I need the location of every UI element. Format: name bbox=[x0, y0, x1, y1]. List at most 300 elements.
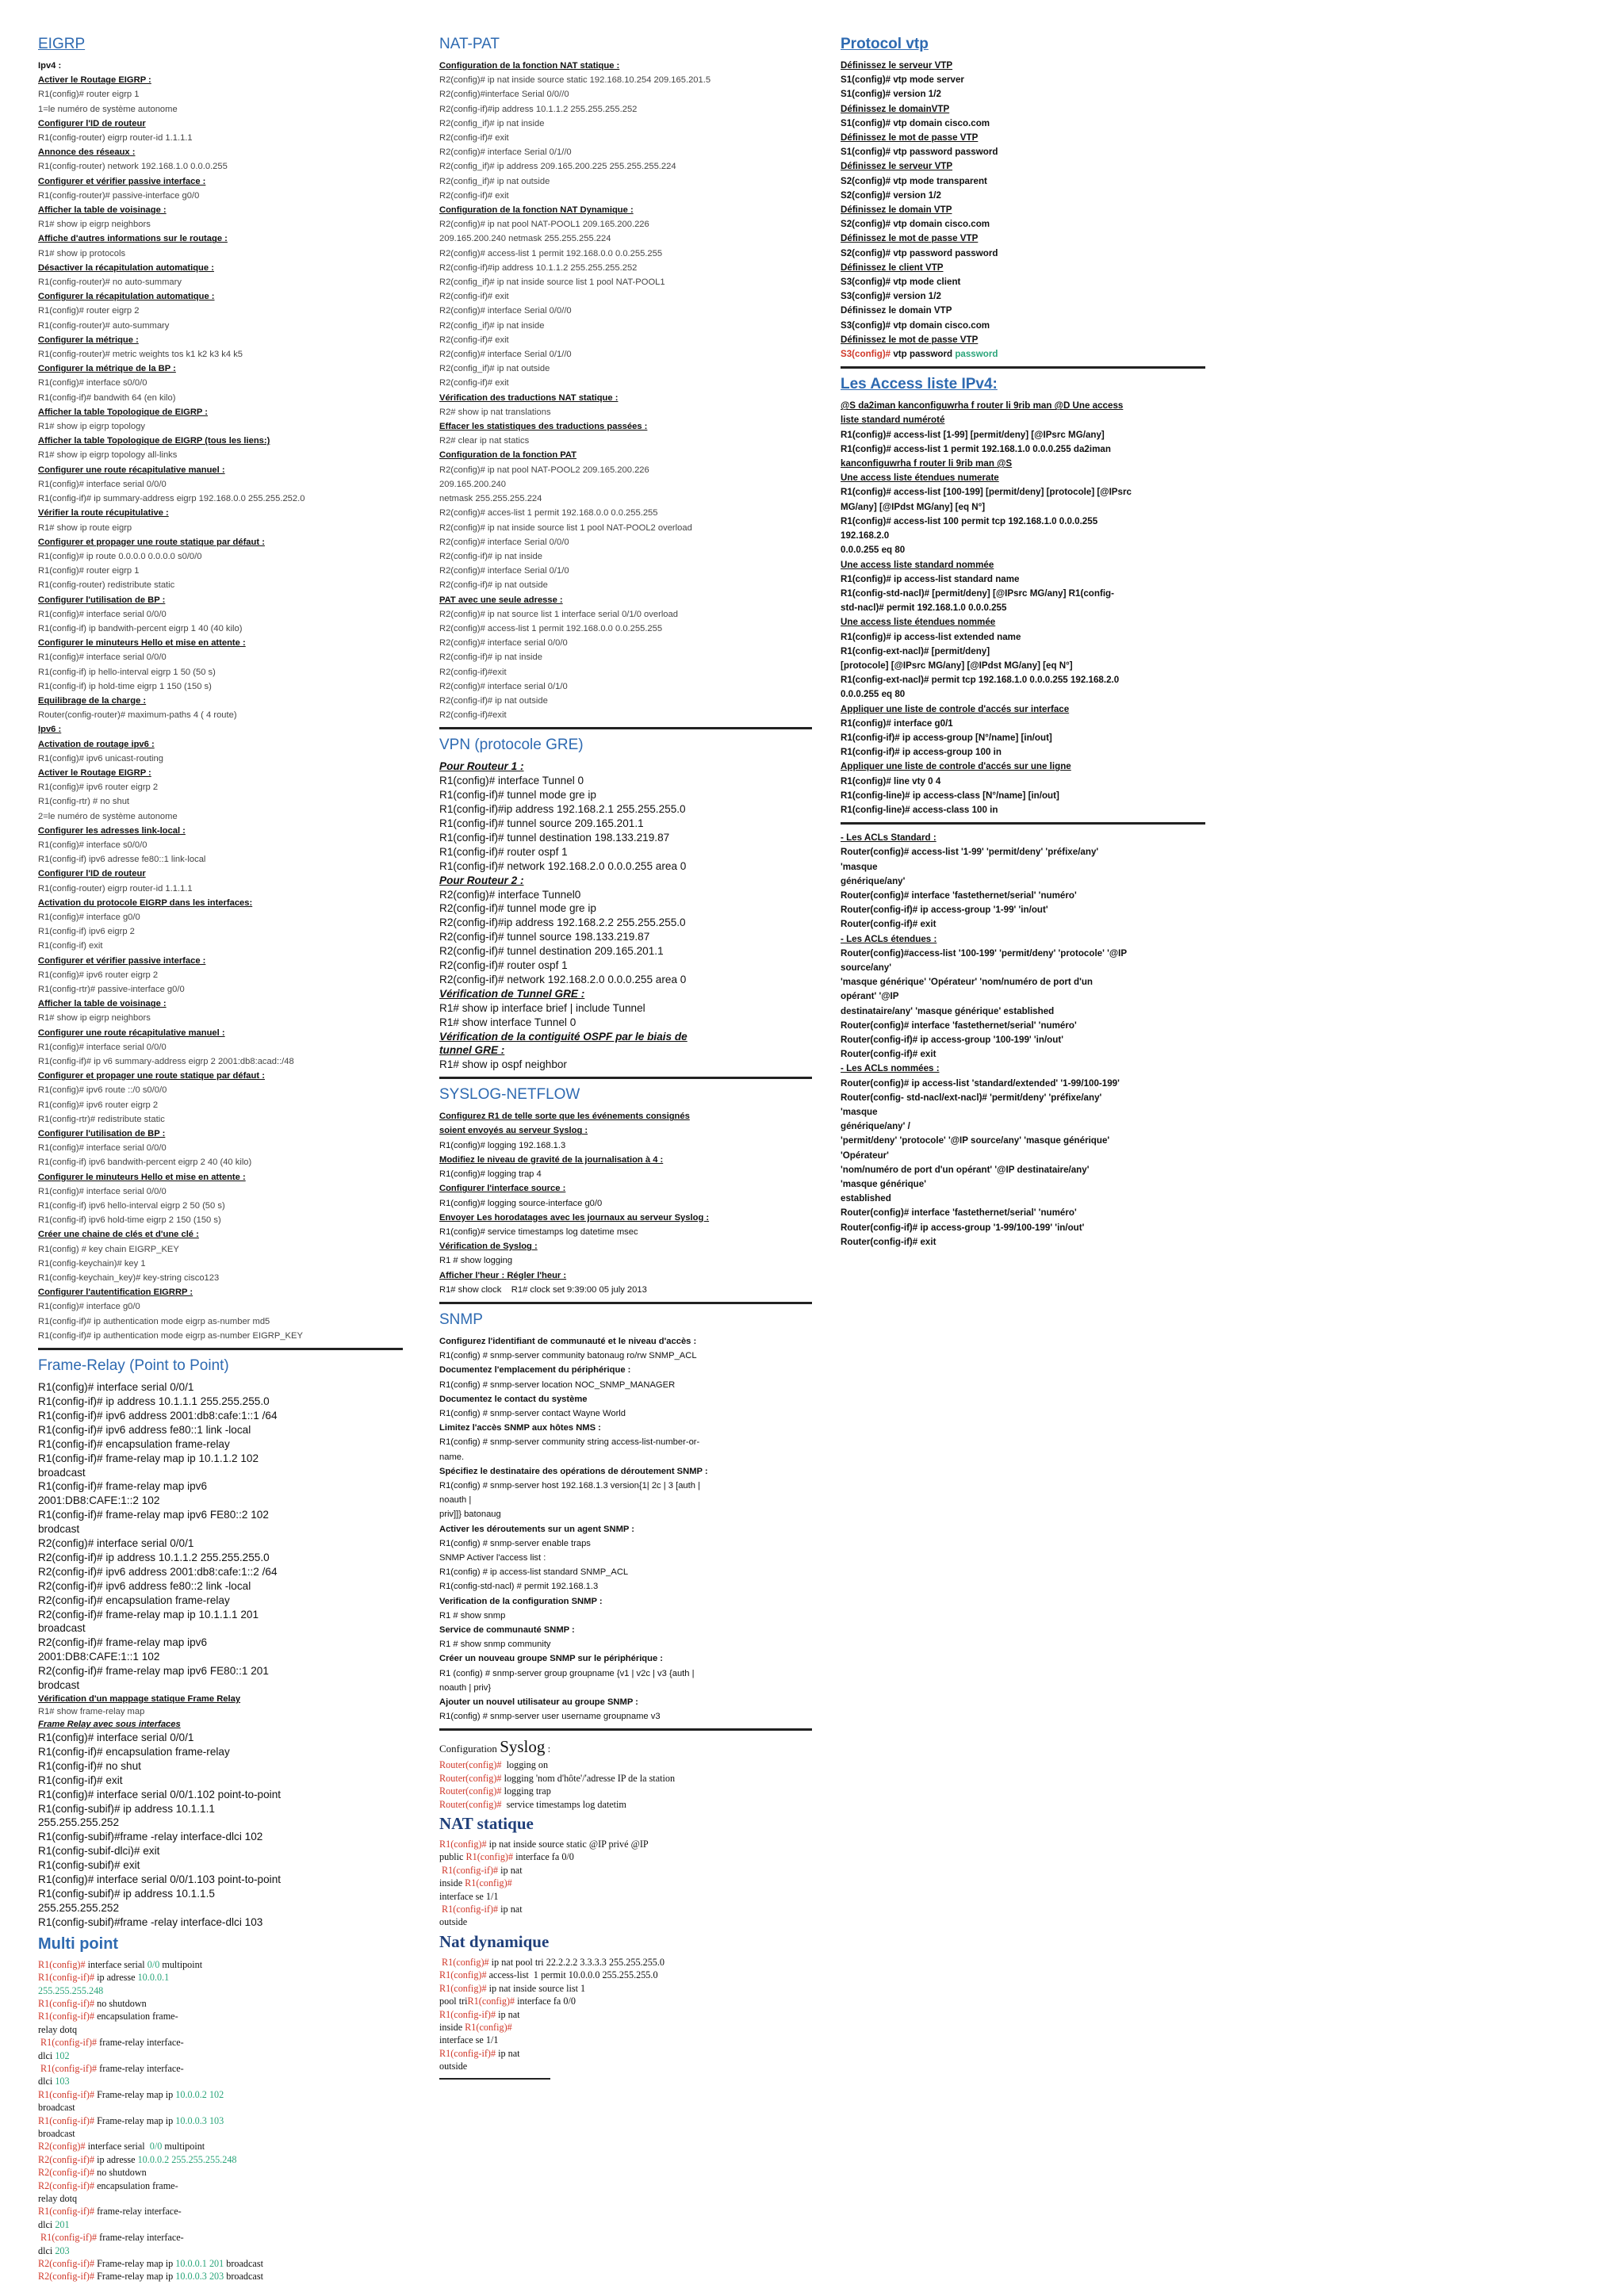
text-line: R1(config-keychain_key)# key-string cisco123 bbox=[38, 1273, 220, 1284]
text-segment: inside bbox=[439, 2021, 465, 2033]
text-line: Définissez le mot de passe VTP bbox=[841, 334, 979, 345]
text-line: std-nacl)# permit 192.168.1.0 0.0.0.255 bbox=[841, 603, 1007, 614]
text-line bbox=[38, 2140, 403, 2152]
column-left bbox=[38, 35, 403, 2283]
text-line: S3(config)# version 1/2 bbox=[841, 291, 941, 302]
text-line: R1# show clock R1# clock set 9:39:00 05 july 2013 bbox=[439, 1284, 647, 1295]
section-title-nat-pat: NAT-PAT bbox=[439, 36, 500, 52]
text-line: - Les ACLs étendues : bbox=[841, 933, 937, 944]
text-line: Vérifier la route récupitulative : bbox=[38, 508, 169, 519]
text-segment: R1(config-if)# bbox=[38, 2011, 95, 2022]
text-line: R1(config)# ipv6 route ::/0 s0/0/0 bbox=[38, 1085, 167, 1096]
text-segment: R1(config)# bbox=[439, 1969, 487, 1981]
syslog-netflow-block bbox=[439, 1109, 812, 1297]
text-line: 'permit/deny' 'protocole' '@IP source/any' 'masque générique' bbox=[841, 1135, 1110, 1146]
syslog-config-suffix: : bbox=[545, 1743, 551, 1755]
text-line bbox=[38, 1971, 403, 1984]
text-line: R1(config-rtr) # no shut bbox=[38, 797, 130, 807]
text-segment: Frame-relay map ip bbox=[94, 2114, 176, 2126]
text-line: R1# show ip eigrp neighbors bbox=[38, 1013, 151, 1024]
text-line: S3(config)# vtp mode client bbox=[841, 277, 961, 288]
text-line: Appliquer une liste de controle d'accés sur interface bbox=[841, 703, 1070, 714]
text-segment: ip adresse bbox=[94, 2153, 138, 2165]
text-line bbox=[38, 2127, 403, 2140]
text-segment: R2(config)# bbox=[38, 2141, 86, 2152]
text-line: R2(config-if)# exit bbox=[439, 190, 509, 201]
text-line bbox=[439, 1850, 812, 1863]
text-line: R1(config)# ipv6 router eigrp 2 bbox=[38, 970, 159, 980]
text-line: Documentez l'emplacement du périphérique : bbox=[439, 1365, 631, 1376]
text-line: Router(config-if)# ip access-group '1-99/100-199' 'in/out' bbox=[841, 1222, 1085, 1233]
text-line: R1 # show snmp community bbox=[439, 1640, 551, 1650]
text-line: destinataire/any' 'masque générique' established bbox=[841, 1005, 1055, 1016]
text-line: broadcast bbox=[38, 1622, 86, 1635]
section-divider bbox=[439, 727, 812, 729]
text-line: R2(config_if)# ip nat inside source list 1 pool NAT-POOL1 bbox=[439, 277, 665, 288]
text-line: R1(config-line)# ip access-class [N°/name] [in/out] bbox=[841, 790, 1059, 801]
text-line: Equilibrage de la charge : bbox=[38, 695, 147, 706]
text-segment: ip nat bbox=[496, 2047, 520, 2059]
text-line: R1(config-if)# ip access-group 100 in bbox=[841, 747, 1002, 758]
text-line: broadcast bbox=[38, 1466, 86, 1479]
text-line bbox=[38, 2257, 403, 2270]
text-line: R2(config)# interface Tunnel0 bbox=[439, 888, 581, 901]
text-segment: vtp password bbox=[891, 349, 956, 360]
text-line: R1(config)# access-list 1 permit 192.168.1.0 0.0.0.255 da2iman bbox=[841, 443, 1111, 454]
text-line bbox=[439, 1995, 812, 2007]
text-line: Configurer la métrique de la BP : bbox=[38, 364, 176, 374]
text-line: R1(config) # snmp-server community string access-list-number-or- bbox=[439, 1437, 700, 1448]
text-segment: public bbox=[439, 1851, 466, 1863]
text-line: Documentez le contact du système bbox=[439, 1394, 588, 1404]
text-segment: inside bbox=[439, 1877, 465, 1889]
text-line: Annonce des réseaux : bbox=[38, 147, 136, 158]
text-line: R1# show ip ospf neighbor bbox=[439, 1058, 567, 1071]
text-line: R1# show ip protocols bbox=[38, 248, 126, 258]
text-segment: Frame-relay map ip bbox=[94, 2088, 176, 2100]
text-line: S2(config)# vtp password password bbox=[841, 247, 998, 258]
text-segment: dlci bbox=[38, 2076, 56, 2087]
text-segment: R1(config-if)# bbox=[38, 1997, 95, 2009]
text-line: Router(config-if)# ip access-group '1-99' 'in/out' bbox=[841, 905, 1048, 916]
text-line: S1(config)# vtp mode server bbox=[841, 75, 964, 86]
text-line bbox=[38, 2205, 403, 2218]
text-line: R2(config-if)# frame-relay map ipv6 FE80::1 201 bbox=[38, 1665, 269, 1678]
text-line: R1(config)# router eigrp 2 bbox=[38, 306, 140, 316]
text-line: PAT avec une seule adresse : bbox=[439, 595, 563, 605]
text-line: R2(config-if)# encapsulation frame-relay bbox=[38, 1594, 230, 1606]
text-line: Verification de la configuration SNMP : bbox=[439, 1596, 603, 1606]
text-line: R1(config-if) exit bbox=[38, 941, 103, 951]
text-line: Router(config)# interface 'fastethernet/serial' 'numéro' bbox=[841, 890, 1077, 901]
text-line: 1=le numéro de système autonome bbox=[38, 104, 178, 114]
text-line: Affiche d'autres informations sur le routage : bbox=[38, 234, 228, 244]
text-line bbox=[439, 2008, 812, 2021]
text-line: name. bbox=[439, 1452, 465, 1462]
text-line: Router(config)# interface 'fastethernet/serial' 'numéro' bbox=[841, 1207, 1077, 1219]
text-line: Activer le Routage EIGRP : bbox=[38, 767, 151, 778]
text-line: Ajouter un nouvel utilisateur au groupe SNMP : bbox=[439, 1697, 638, 1707]
text-line: Modifiez le niveau de gravité de la journalisation à 4 : bbox=[439, 1154, 664, 1165]
text-line bbox=[439, 1890, 812, 1903]
text-segment: ip nat bbox=[498, 1904, 523, 1915]
text-line: Définissez le serveur VTP bbox=[841, 161, 953, 172]
text-line: Router(config- std-nacl/ext-nacl)# 'permit/deny' 'préfixe/any' bbox=[841, 1092, 1102, 1103]
text-line: R1(config-if) ipv6 adresse fe80::1 link-local bbox=[38, 855, 206, 865]
text-line: R1(config)# interface g0/0 bbox=[38, 912, 140, 922]
text-segment: Router(config)# bbox=[439, 1772, 502, 1784]
text-line: R1(config-if)# exit bbox=[38, 1774, 123, 1786]
text-line: Pour Routeur 1 : bbox=[439, 760, 524, 773]
text-line: Router(config-if)# ip access-group '100-199' 'in/out' bbox=[841, 1035, 1063, 1045]
text-line: Vérification d'un mappage statique Frame Relay bbox=[38, 1694, 241, 1705]
frame-relay-block bbox=[38, 1380, 403, 1930]
text-line: R1 # show logging bbox=[439, 1256, 513, 1266]
text-segment: dlci bbox=[38, 2049, 56, 2061]
text-segment: R2(config-if)# bbox=[38, 2258, 95, 2270]
text-segment: Frame-relay map ip bbox=[94, 2271, 176, 2283]
text-line: Router(config-if)# exit bbox=[841, 1049, 936, 1060]
text-segment: relay dotq bbox=[38, 2023, 78, 2035]
syslog-config-title: Syslog bbox=[500, 1737, 546, 1757]
section-title-nat-statique: NAT statique bbox=[439, 1814, 534, 1834]
text-line: R1(config)# ip access-list standard name bbox=[841, 573, 1020, 584]
text-line: S1(config)# vtp password password bbox=[841, 147, 998, 158]
text-line: R1 # show snmp bbox=[439, 1610, 506, 1621]
text-line: Définissez le mot de passe VTP bbox=[841, 132, 979, 144]
text-line: Configurer et propager une route statique par défaut : bbox=[38, 1071, 265, 1081]
text-line: R1(config-if)# frame-relay map ip 10.1.1.2 102 bbox=[38, 1452, 259, 1464]
text-segment: S3(config)# bbox=[841, 349, 891, 360]
text-line: Vérification de la contiguité OSPF par le biais de bbox=[439, 1030, 688, 1043]
text-line: R1(config-if) ipv6 eigrp 2 bbox=[38, 927, 135, 937]
text-segment: ip nat bbox=[498, 1864, 523, 1876]
text-line: R1(config) # snmp-server host 192.168.1.3 version{1| 2c | 3 [auth | bbox=[439, 1480, 700, 1490]
text-line: Afficher la table de voisinage : bbox=[38, 999, 167, 1009]
text-line: R1(config) # snmp-server contact Wayne World bbox=[439, 1408, 626, 1418]
text-segment: multipoint bbox=[159, 1958, 203, 1970]
text-line: Une access liste étendues nommée bbox=[841, 617, 996, 628]
text-line: R1(config-if)# ip access-group [N°/name] [in/out] bbox=[841, 732, 1052, 743]
nat-pat-block bbox=[439, 59, 812, 722]
text-line: S2(config)# vtp mode transparent bbox=[841, 175, 987, 186]
text-line: R1(config)# ip access-list extended name bbox=[841, 631, 1021, 642]
text-line: R2(config-if)#ip address 10.1.1.2 255.255.255.252 bbox=[439, 104, 638, 114]
text-line: R1(config) # key chain EIGRP_KEY bbox=[38, 1244, 179, 1254]
text-segment: ip adresse bbox=[94, 1972, 138, 1984]
text-segment: logging on bbox=[501, 1759, 549, 1771]
text-line: Configurer l'ID de routeur bbox=[38, 869, 146, 879]
text-line bbox=[439, 1864, 812, 1877]
text-line: R1(config) # snmp-server user username groupname v3 bbox=[439, 1712, 661, 1722]
text-line: R2(config_if)# ip nat outside bbox=[439, 364, 550, 374]
text-line: S2(config)# version 1/2 bbox=[841, 189, 941, 201]
text-segment: 0/0 bbox=[147, 1958, 160, 1970]
text-line: brodcast bbox=[38, 1523, 80, 1536]
text-line: noauth | priv} bbox=[439, 1682, 492, 1693]
text-line: R1(config-subif)#frame -relay interface-dlci 102 bbox=[38, 1831, 263, 1843]
text-line: 'masque bbox=[841, 861, 878, 872]
text-segment: Frame-relay map ip bbox=[94, 2258, 176, 2270]
text-line: 2=le numéro de système autonome bbox=[38, 811, 178, 821]
text-line bbox=[841, 347, 1205, 362]
text-segment: R1(config-if)# bbox=[38, 2088, 95, 2100]
text-segment: 10.0.0.3 103 bbox=[175, 2114, 224, 2126]
text-line bbox=[38, 2179, 403, 2192]
text-segment: Router(config)# bbox=[439, 1785, 502, 1797]
text-line: Router(config-if)# exit bbox=[841, 919, 936, 930]
column-middle bbox=[439, 35, 812, 2086]
text-line: Configurer une route récapitulative manuel : bbox=[38, 465, 225, 475]
text-line: R1(config)# access-list [1-99] [permit/deny] [@IPsrc MG/any] bbox=[841, 429, 1105, 440]
access-list-block bbox=[841, 399, 1205, 817]
text-segment: service timestamps log datetim bbox=[501, 1798, 626, 1810]
text-line bbox=[38, 2270, 403, 2283]
section-divider bbox=[38, 1348, 403, 1350]
text-line: Pour Routeur 2 : bbox=[439, 874, 524, 886]
text-segment: multipoint bbox=[162, 2141, 205, 2152]
text-line: [protocole] [@IPsrc MG/any] [@IPdst MG/any] [eq N°] bbox=[841, 660, 1073, 671]
section-title-vtp: Protocol vtp bbox=[841, 36, 929, 52]
text-line: Vérification des traductions NAT statique : bbox=[439, 392, 619, 403]
text-line: Définissez le domain VTP bbox=[841, 305, 952, 316]
text-line bbox=[439, 1772, 812, 1785]
text-line: R1(config-router)# passive-interface g0/0 bbox=[38, 190, 200, 201]
section-title-multipoint: Multi point bbox=[38, 1934, 119, 1953]
text-line: Une access liste étendues numerate bbox=[841, 473, 999, 484]
text-line: R2(config)# ip nat inside source list 1 pool NAT-POOL2 overload bbox=[439, 522, 692, 533]
text-line: SNMP Activer l'access list : bbox=[439, 1552, 546, 1563]
text-line bbox=[439, 1969, 812, 1981]
text-line: Limitez l'accès SNMP aux hôtes NMS : bbox=[439, 1423, 601, 1433]
text-line: Router(config)# access-list '1-99' 'permit/deny' 'préfixe/any' bbox=[841, 847, 1099, 858]
nat-statique-block bbox=[439, 1838, 812, 1929]
text-line: S3(config)# vtp domain cisco.com bbox=[841, 320, 990, 331]
text-segment: R2(config-if)# bbox=[38, 2153, 95, 2165]
text-line: R2(config)# interface Serial 0/1//0 bbox=[439, 147, 572, 158]
text-segment: outside bbox=[439, 2061, 468, 2072]
text-line: kanconfiguwrha f router li 9rib man @S bbox=[841, 458, 1013, 469]
text-line: R1(config)# access-list 100 permit tcp 192.168.1.0 0.0.0.255 bbox=[841, 515, 1098, 526]
text-line: R1(config-rtr)# passive-interface g0/0 bbox=[38, 985, 185, 994]
text-line: Configurer l'utilisation de BP : bbox=[38, 1129, 166, 1139]
syslog-config-block bbox=[439, 1758, 812, 1811]
section-divider bbox=[439, 1302, 812, 1304]
text-segment: ip nat pool tri 22.2.2.2 3.3.3.3 255.255.255.0 bbox=[488, 1956, 665, 1968]
text-line bbox=[439, 2021, 812, 2034]
text-line bbox=[38, 2036, 403, 2049]
text-line: established bbox=[841, 1193, 891, 1204]
text-line: opérant' '@IP bbox=[841, 991, 899, 1002]
text-segment: dlci bbox=[38, 2218, 56, 2230]
text-line: 2001:DB8:CAFE:1::2 102 bbox=[38, 1494, 160, 1507]
text-segment: ip nat inside source list 1 bbox=[486, 1982, 586, 1994]
text-line: R1(config)# interface s0/0/0 bbox=[38, 378, 147, 388]
text-line: R2(config-if)#ip address 10.1.1.2 255.255.255.252 bbox=[439, 262, 638, 273]
text-segment: interface se 1/1 bbox=[439, 1890, 499, 1902]
text-line: S1(config)# vtp domain cisco.com bbox=[841, 117, 990, 128]
text-line: R2(config_if)# ip address 209.165.200.225 255.255.255.224 bbox=[439, 162, 676, 172]
text-line: R2(config)# interface serial 0/0/1 bbox=[38, 1537, 194, 1550]
text-line: Configurer et propager une route statique par défaut : bbox=[38, 537, 265, 547]
text-line: R2(config)# ip nat source list 1 interface serial 0/1/0 overload bbox=[439, 609, 678, 619]
text-segment: R1(config-if)# bbox=[38, 2232, 98, 2244]
text-line: R1(config-if)# tunnel source 209.165.201.1 bbox=[439, 817, 644, 829]
text-line bbox=[38, 1997, 403, 2010]
text-line: R2(config-if)# tunnel source 198.133.219.87 bbox=[439, 931, 650, 943]
syslog-config-heading bbox=[439, 1737, 812, 1757]
text-segment: interface serial bbox=[85, 2141, 150, 2152]
text-segment: no shutdown bbox=[94, 1997, 147, 2009]
text-segment: broadcast bbox=[224, 2271, 263, 2283]
text-line: R2(config-if)# network 192.168.2.0 0.0.0.255 area 0 bbox=[439, 973, 687, 985]
text-line: R2(config-if)# exit bbox=[439, 133, 509, 144]
text-line: Ipv4 : bbox=[38, 61, 62, 71]
section-title-nat-dynamique: Nat dynamique bbox=[439, 1931, 550, 1951]
text-line: R1(config-if)# ipv6 address 2001:db8:cafe:1::1 /64 bbox=[38, 1409, 278, 1422]
text-line: R1(config-rtr)# redistribute static bbox=[38, 1114, 165, 1124]
text-line: Service de communauté SNMP : bbox=[439, 1624, 575, 1635]
text-line: R2(config_if)# ip nat inside bbox=[439, 320, 545, 331]
text-line: R2(config-if)# frame-relay map ipv6 bbox=[38, 1636, 208, 1649]
text-line: Effacer les statistiques des traductions passées : bbox=[439, 422, 648, 432]
text-line bbox=[439, 2060, 812, 2072]
text-line: R1(config)# interface Tunnel 0 bbox=[439, 775, 584, 787]
column-right bbox=[841, 35, 1205, 1249]
text-line: R1(config-if)# tunnel mode gre ip bbox=[439, 789, 596, 802]
text-line: Spécifiez le destinataire des opérations de déroutement SNMP : bbox=[439, 1466, 708, 1476]
text-line bbox=[439, 1903, 812, 1915]
text-line bbox=[38, 1958, 403, 1971]
text-line: R1(config-subif)# exit bbox=[38, 1859, 140, 1872]
text-segment: R1(config-if)# bbox=[38, 2062, 98, 2074]
text-segment: 201 bbox=[55, 2218, 70, 2230]
text-line: 255.255.255.252 bbox=[38, 1816, 120, 1829]
text-line: 0.0.0.255 eq 80 bbox=[841, 689, 906, 700]
text-line: R1(config)# interface serial 0/0/0 bbox=[38, 652, 167, 663]
text-segment: interface serial bbox=[85, 1958, 147, 1970]
text-line: R1(config)# service timestamps log datetime msec bbox=[439, 1226, 638, 1237]
text-segment: R1(config)# bbox=[465, 2021, 512, 2033]
text-segment: 10.0.0.1 201 bbox=[175, 2258, 224, 2270]
text-segment: R1(config-if)# bbox=[38, 2206, 95, 2218]
vpn-block bbox=[439, 760, 812, 1072]
text-line bbox=[38, 2218, 403, 2231]
text-line: R1# show ip interface brief | include Tunnel bbox=[439, 1001, 645, 1014]
text-line: R1# show ip route eigrp bbox=[38, 522, 132, 533]
text-line: Router(config)#access-list '100-199' 'permit/deny' 'protocole' '@IP bbox=[841, 947, 1128, 959]
text-segment: logging trap bbox=[501, 1785, 551, 1797]
text-line: R2(config-if)# exit bbox=[439, 378, 509, 388]
text-line: R2(config-if)# exit bbox=[439, 335, 509, 345]
text-line: R2(config)# interface Serial 0/1//0 bbox=[439, 350, 572, 360]
text-line: R2(config_if)# ip nat inside bbox=[439, 118, 545, 128]
text-line: R2(config)# interface Serial 0/0/0 bbox=[439, 537, 569, 547]
text-line: Configurer l'autentification EIGRRP : bbox=[38, 1288, 193, 1298]
text-segment: 102 bbox=[55, 2049, 70, 2061]
text-line: R1(config)# router eigrp 1 bbox=[38, 566, 140, 576]
text-line bbox=[38, 2062, 403, 2075]
text-line: R1(config)# interface serial 0/0/1 bbox=[38, 1381, 194, 1394]
text-line: R1(config)# router eigrp 1 bbox=[38, 90, 140, 100]
text-line: R1(config-subif)# ip address 10.1.1.1 bbox=[38, 1802, 215, 1815]
text-line: Configurer et vérifier passive interface : bbox=[38, 176, 206, 186]
text-line: R1(config-ext-nacl)# [permit/deny] bbox=[841, 645, 990, 656]
text-line bbox=[38, 2023, 403, 2036]
text-line: Activer les déroutements sur un agent SNMP : bbox=[439, 1524, 634, 1534]
text-line: R1(config-router)# auto-summary bbox=[38, 320, 170, 331]
text-segment: R2(config-if)# bbox=[38, 2179, 95, 2191]
text-line bbox=[38, 1984, 403, 1997]
text-line: Configurer le minuteurs Hello et mise en attente : bbox=[38, 638, 246, 649]
text-line bbox=[38, 2075, 403, 2087]
text-line: R1(config-std-nacl) # permit 192.168.1.3 bbox=[439, 1582, 599, 1592]
section-divider bbox=[439, 2078, 550, 2080]
text-segment: dlci bbox=[38, 2244, 56, 2256]
text-segment: R1(config-if)# bbox=[439, 1904, 499, 1915]
text-segment: R2(config-if)# bbox=[38, 2271, 95, 2283]
text-segment: R1(config)# bbox=[439, 1982, 487, 1994]
text-line: MG/any] [@IPdst MG/any] [eq N°] bbox=[841, 501, 986, 512]
text-line: R2(config_if)# ip nat outside bbox=[439, 176, 550, 186]
eigrp-block bbox=[38, 59, 403, 1343]
text-segment: Router(config)# bbox=[439, 1759, 502, 1771]
text-line bbox=[439, 1798, 812, 1811]
text-line: R1(config-std-nacl)# [permit/deny] [@IPsrc MG/any] R1(config- bbox=[841, 587, 1114, 599]
text-line bbox=[439, 1838, 812, 1850]
vtp-last-line bbox=[841, 347, 1205, 362]
text-line: R1(config-ext-nacl)# permit tcp 192.168.1.0 0.0.0.255 192.168.2.0 bbox=[841, 675, 1120, 686]
text-line: générique/any' bbox=[841, 875, 906, 886]
text-line: Configurer l'ID de routeur bbox=[38, 118, 146, 128]
text-line: Activation du protocole EIGRP dans les interfaces: bbox=[38, 897, 253, 908]
text-line: R2(config)# ip nat inside source static 192.168.10.254 209.165.201.5 bbox=[439, 75, 711, 86]
text-segment: relay dotq bbox=[38, 2193, 78, 2205]
text-line: 'masque bbox=[841, 1107, 878, 1118]
text-line: R1(config)# interface g0/0 bbox=[38, 1302, 140, 1312]
text-segment: R1(config-if)# bbox=[439, 2047, 496, 2059]
text-line: Afficher la table Topologique de EIGRP (tous les liens:) bbox=[38, 436, 270, 446]
text-segment: interface se 1/1 bbox=[439, 2034, 499, 2046]
text-line: R2(config)# access-list 1 permit 192.168.0.0 0.0.255.255 bbox=[439, 248, 663, 258]
text-segment: 10.0.0.3 203 bbox=[175, 2271, 224, 2283]
text-line: Activer le Routage EIGRP : bbox=[38, 75, 151, 86]
text-segment: Router(config)# bbox=[439, 1798, 502, 1810]
text-segment: R1(config)# bbox=[465, 1851, 514, 1863]
text-line: priv]]} batonaug bbox=[439, 1510, 501, 1520]
text-line: 'nom/numéro de port d'un opérant' '@IP destinataire/any' bbox=[841, 1164, 1090, 1175]
text-line: R2(config-if)# ip nat inside bbox=[439, 551, 542, 561]
multipoint-block bbox=[38, 1958, 403, 2283]
text-line bbox=[38, 2166, 403, 2179]
text-line: R2(config)#interface Serial 0/0//0 bbox=[439, 90, 569, 100]
text-line: R2(config-if)#exit bbox=[439, 710, 507, 721]
text-line: R1(config-router) network 192.168.1.0 0.0.0.255 bbox=[38, 162, 228, 172]
text-line: Configuration de la fonction NAT statique : bbox=[439, 61, 620, 71]
text-line: Configurer la métrique : bbox=[38, 335, 139, 345]
text-line: R1(config)# interface serial 0/0/0 bbox=[38, 1042, 167, 1052]
text-line: R1(config-if)# frame-relay map ipv6 bbox=[38, 1480, 208, 1493]
text-segment: password bbox=[955, 349, 998, 360]
text-segment: R1(config)# bbox=[439, 1956, 489, 1968]
section-divider bbox=[439, 1728, 812, 1731]
text-line: R1(config-if) ip bandwith-percent eigrp 1 40 (40 kilo) bbox=[38, 623, 243, 633]
section-divider bbox=[439, 1077, 812, 1079]
text-line: Définissez le serveur VTP bbox=[841, 60, 953, 71]
text-segment: access-list 1 permit 10.0.0.0 255.255.255.0 bbox=[486, 1969, 658, 1981]
text-line: Configurer l'interface source : bbox=[439, 1184, 566, 1194]
text-line: R1(config-subif)#frame -relay interface-dlci 103 bbox=[38, 1915, 263, 1928]
